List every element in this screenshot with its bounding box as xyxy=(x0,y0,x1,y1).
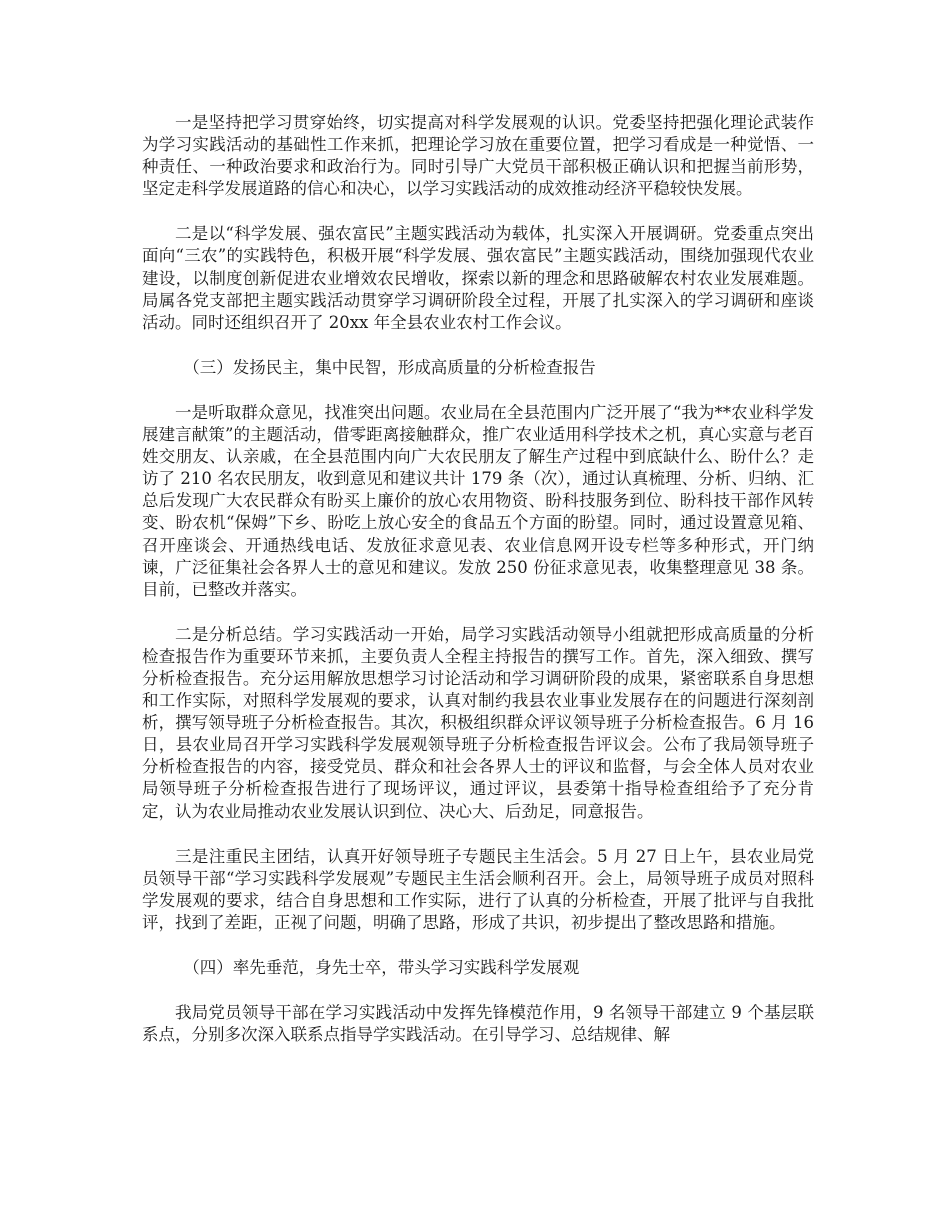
paragraph-gap xyxy=(142,823,814,846)
paragraph-analysis-summary: 二是分析总结。学习实践活动一开始，局学习实践活动领导小组就把形成高质量的分析检查报告作为重要环节来抓，主要负责人全程主持报告的撰写工作。首先，深入细致、撰写分析检查报告。充分运用解放思想学习讨论活动和学习调研阶段的成果，紧密联系自身思想和工作实际，对照科学发展观的要求，认真对制约我县农业事业发展存在的问题进行深刻剖析，撰写领导班子分析检查报告。其次，积极组织群众评议领导班子分析检查报告。6 月 16 日，县农业局召开学习实践科学发展观领导班子分析检查报告评议会。公布了我局领导班子分析检查报告的内容，接受党员、群众和社会各界人士的评议和监督，与会全体人员对农业局领导班子分析检查报告进行了现场评议，通过评议，县委第十指导检查组给予了充分肯定，认为农业局推动农业发展认识到位、决心大、后劲足，同意报告。 xyxy=(142,624,814,821)
paragraph-gap xyxy=(142,934,814,957)
paragraph-listen-opinions: 一是听取群众意见，找准突出问题。农业局在全县范围内广泛开展了“我为**农业科学发展建言献策”的主题活动，借零距离接触群众，推广农业适用科学技术之机，真心实意与老百姓交朋友、认亲戚，在全县范围内向广大农民朋友了解生产过程中到底缺什么、盼什么？走访了 210 名农民朋友，收到意见和建议共计 179 条（次），通过认真梳理、分析、归纳、汇总后发现广大农民群众有盼买上廉价的放心农用物资、盼科技服务到位、盼科技干部作风转变、盼农机“保姆”下乡、盼吃上放心安全的食品五个方面的盼望。同时，通过设置意见箱、召开座谈会、开通热线电话、发放征求意见表、农业信息网开设专栏等多种形式，开门纳谏，广泛征集社会各界人士的意见和建议。发放 250 份征求意见表，收集整理意见 38 条。目前，已整改并落实。 xyxy=(142,402,814,599)
section-heading-4: （四）率先垂范，身先士卒，带头学习实践科学发展观 xyxy=(183,958,580,977)
paragraph-gap xyxy=(142,334,814,357)
paragraph-study-throughout: 一是坚持把学习贯穿始终，切实提高对科学发展观的认识。党委坚持把强化理论武装作为学习实践活动的基础性工作来抓，把理论学习放在重要位置，把学习看成是一种觉悟、一种责任、一种政治要求和政治行为。同时引导广大党员干部积极正确认识和把握当前形势，坚定走科学发展道路的信心和决心，以学习实践活动的成效推动经济平稳较快发展。 xyxy=(142,113,814,199)
paragraph-gap xyxy=(142,979,814,1002)
paragraph-leaders-example: 我局党员领导干部在学习实践活动中发挥先锋模范作用，9 名领导干部建立 9 个基层联系点，分别多次深入联系点指导学实践活动。在引导学习、总结规律、解 xyxy=(142,1003,814,1045)
paragraph-practice-activity: 二是以“科学发展、强农富民”主题实践活动为载体，扎实深入开展调研。党委重点突出面向“三农”的实践特色，积极开展“科学发展、强农富民”主题实践活动，围绕加强现代农业建设，以制度创新促进农业增效农民增收，探索以新的理念和思路破解农村农业发展难题。局属各党支部把主题实践活动贯穿学习调研阶段全过程，开展了扎实深入的学习调研和座谈活动。同时还组织召开了 20xx 年全县农业农村工作会议。 xyxy=(142,224,814,332)
paragraph-gap xyxy=(142,379,814,402)
paragraph-gap xyxy=(142,601,814,624)
document-body xyxy=(142,112,814,1046)
paragraph-gap xyxy=(142,200,814,223)
section-heading-3: （三）发扬民主，集中民智，形成高质量的分析检查报告 xyxy=(183,357,596,377)
paragraph-democratic-unity: 三是注重民主团结，认真开好领导班子专题民主生活会。5 月 27 日上午，县农业局党员领导干部“学习实践科学发展观”专题民主生活会顺利召开。会上，局领导班子成员对照科学发展观的要求，结合自身思想和工作实际，进行了认真的分析检查，开展了批评与自我批评，找到了差距，正视了问题，明确了思路，形成了共识，初步提出了整改思路和措施。 xyxy=(142,846,814,932)
